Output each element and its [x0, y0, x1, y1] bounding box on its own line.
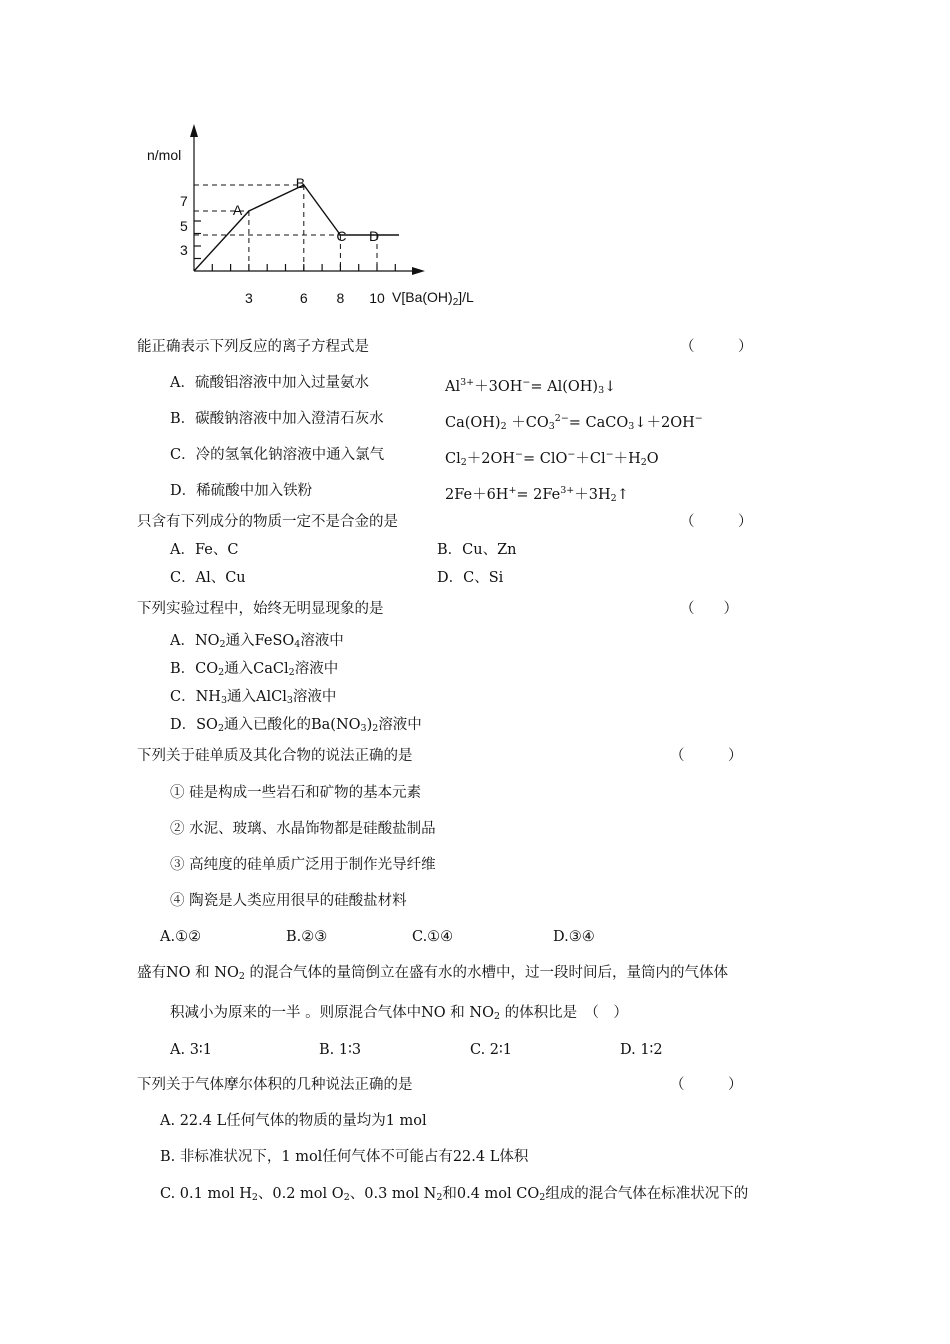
- q1-option-c-label: C．冷的氢氧化钠溶液中通入氯气: [170, 447, 385, 463]
- point-label-d: D: [369, 228, 380, 244]
- y-tick-label: 7: [180, 193, 188, 209]
- q4-statement-1: ① 硅是构成一些岩石和矿物的基本元素: [170, 785, 422, 801]
- q4-stem: 下列关于硅单质及其化合物的说法正确的是: [137, 748, 413, 764]
- q6-paren: （ ）: [670, 1077, 743, 1093]
- q1-option-b-label: B．碳酸钠溶液中加入澄清石灰水: [170, 411, 384, 427]
- q3-option-b: B．$CO_2$通入CaCl$_2$溶液中: [170, 661, 339, 678]
- q2-paren: （ ）: [680, 514, 753, 530]
- x-axis-label-main: V[Ba(OH): [392, 289, 453, 305]
- dashed-guides: [194, 185, 380, 271]
- q2-option-d: D．C、Si: [437, 570, 504, 586]
- q6-option-a: A. 22.4 L任何气体的物质的量均为1 mol: [160, 1113, 427, 1129]
- q3-option-d: D．$SO_2$通入已酸化的$Ba(NO_3)_2$溶液中: [170, 717, 422, 734]
- q2-stem: 只含有下列成分的物质一定不是合金的是: [137, 514, 398, 530]
- point-label-a: A: [232, 202, 243, 218]
- x-tick-label: 6: [299, 290, 308, 306]
- y-axis-label: n/mol: [147, 147, 182, 163]
- q6-stem: 下列关于气体摩尔体积的几种说法正确的是: [137, 1077, 413, 1093]
- series-line: [194, 185, 340, 271]
- x-tick-label: 8: [336, 290, 345, 306]
- q1-option-d-equation: $2Fe+6H^+= 2Fe^{3+}+3H_2↑$: [445, 485, 629, 504]
- q4-statement-4: ④ 陶瓷是人类应用很早的硅酸盐材料: [170, 893, 407, 909]
- q1-option-a-label: A．硫酸铝溶液中加入过量氨水: [170, 375, 369, 391]
- y-tick-labels: [180, 193, 188, 258]
- y-tick-label: 3: [180, 242, 188, 258]
- q6-option-b: B. 非标准状况下，1 mol任何气体不可能占有22.4 L体积: [160, 1149, 529, 1165]
- reaction-chart: [130, 115, 500, 315]
- q1-option-b-equation: $Ca(OH)_2 +CO_3^{2-}=$ CaCO$_3$↓＋2OH−: [445, 413, 703, 432]
- q4-statement-2: ② 水泥、玻璃、水晶饰物都是硅酸盐制品: [170, 821, 436, 837]
- chart-svg: [130, 115, 500, 315]
- q1-option-d-label: D．稀硫酸中加入铁粉: [170, 483, 313, 499]
- q5-option-a: A. 3∶1: [170, 1042, 212, 1058]
- q4-option-c: C.①④: [412, 929, 454, 945]
- q3-stem: 下列实验过程中，始终无明显现象的是: [137, 601, 384, 617]
- x-axis-label-tail: ]/L: [458, 289, 474, 305]
- point-labels: [233, 175, 379, 244]
- q4-paren: （ ）: [670, 748, 743, 764]
- q5-option-c: C. 2∶1: [470, 1042, 513, 1058]
- q5-stem-line-1: 盛有NO 和 $NO_2$ 的混合气体的量筒倒立在盛有水的水槽中，过一段时间后，量筒内的气体体: [137, 965, 729, 982]
- y-tick-marks: [194, 221, 201, 259]
- y-tick-label: 5: [180, 218, 188, 234]
- q3-option-a: A．$NO_2$通入FeSO$_4$溶液中: [170, 633, 344, 650]
- q4-option-d: D.③④: [553, 929, 595, 945]
- q5-option-b: B. 1∶3: [319, 1042, 362, 1058]
- y-axis-arrow: [190, 124, 198, 137]
- x-tick-label: 3: [245, 290, 253, 306]
- q3-option-c: C．$NH_3$通入AlCl$_3$溶液中: [170, 689, 337, 706]
- q4-option-b: B.②③: [286, 929, 328, 945]
- x-axis-label: [392, 289, 474, 308]
- x-axis-label-sub: 2: [452, 297, 459, 308]
- point-label-b: B: [295, 175, 306, 191]
- q3-paren: （ ）: [680, 601, 738, 617]
- q5-stem-line-2: 积减小为原来的一半 。则原混合气体中NO 和 $NO_2$ 的体积比是 （ ）: [170, 1005, 628, 1022]
- q6-option-c: C. 0.1 mol $H_2$、0.2 mol $O_2$、0.3 mol $N_2$和0.4 mol $CO_2$组成的混合气体在标准状况下的: [160, 1186, 749, 1203]
- q2-option-b: B．Cu、Zn: [437, 542, 517, 558]
- q4-statement-3: ③ 高纯度的硅单质广泛用于制作光导纤维: [170, 857, 436, 873]
- q2-option-a: A．Fe、C: [170, 542, 239, 558]
- q5-option-d: D. 1∶2: [620, 1042, 663, 1058]
- q4-option-a: A.①②: [160, 929, 202, 945]
- q2-option-c: C．Al、Cu: [170, 570, 246, 586]
- point-label-c: C: [336, 228, 347, 244]
- q1-option-c-equation: $Cl_2+2OH^-= ClO^-+Cl^-+H_2O$: [445, 449, 659, 468]
- q1-stem: 能正确表示下列反应的离子方程式是: [137, 339, 369, 355]
- x-tick-label: 10: [369, 290, 385, 306]
- x-tick-labels: [245, 290, 385, 306]
- q1-option-a-equation: $Al^{3+}+3OH^-=$ $Al(OH)_3↓$: [445, 377, 617, 396]
- x-axis-arrow: [412, 267, 425, 275]
- q1-paren: （ ）: [680, 339, 753, 355]
